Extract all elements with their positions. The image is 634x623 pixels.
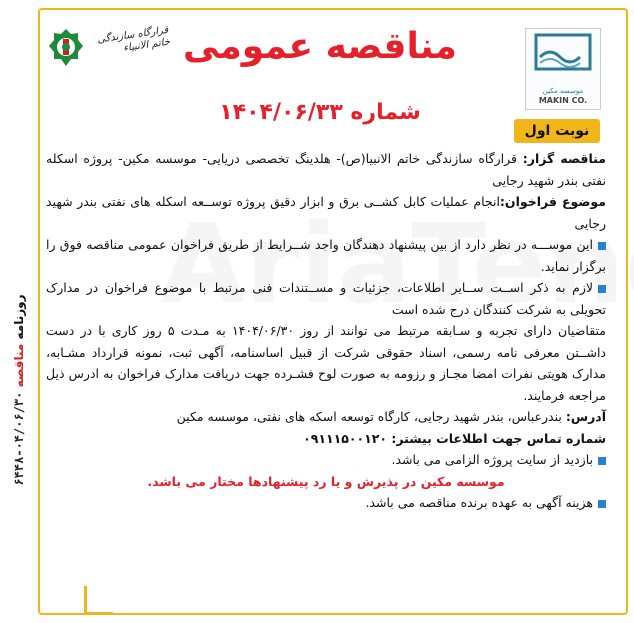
subject-text: انجام عملیات کابل کشــی برق و ابزار دقیق پروژه توســعه اسکله های نفتی بندر شهید رجایی	[46, 194, 606, 231]
bullet-icon	[598, 285, 606, 293]
contact-paragraph	[46, 428, 606, 450]
side-caption	[4, 240, 34, 540]
contact-label: شماره تماس جهت اطلاعات بیشتر:	[391, 430, 606, 446]
address-text: بندرعباس، بندر شهید رجایی، کارگاه توسعه اسکه های نفتی، موسسه مکین	[176, 409, 566, 424]
fee-paragraph: هزینه آگهی به عهده برنده مناقصه می باشد.	[46, 492, 606, 514]
tenderer-label: مناقصه گزار:	[522, 151, 606, 166]
documents-paragraph: لازم به ذکر اســت ســایر اطلاعات، جزئیات و مســتندات فنی مرتبط با موضوع فراخوان در مدارک تحویلی به شرکت کنندگان درج شده است	[46, 280, 606, 317]
side-code: ۰۴/۰۶/۳۰-۶۴۴۸	[12, 391, 26, 486]
frame-corner-decoration	[84, 586, 113, 615]
rights-notice: موسسه مکین در پذیرش و یا رد پیشنهادها مختار می باشد.	[147, 473, 505, 489]
address-paragraph	[46, 406, 606, 428]
tenderer-text: قرارگاه سازندگی خاتم الانبیا(ص)- هلدینگ تخصصی دریایی- موسسه مکین- پروژه اسکله نفتی بندر شهید رجایی	[46, 151, 606, 188]
emblem-text: قرارگاه سازندگی خاتم الانبیاء	[96, 24, 171, 55]
subject-label: موضوع فراخوان:	[499, 194, 606, 209]
bullet-icon	[598, 500, 606, 508]
bullet-icon	[598, 457, 606, 465]
round-badge: نوبت اول	[514, 119, 600, 143]
emblem-logo	[48, 28, 84, 68]
ad-body	[46, 148, 606, 514]
makin-name: MAKIN CO.	[538, 96, 588, 105]
subject-paragraph	[46, 191, 606, 234]
makin-persian-name: موسسه مکین	[542, 87, 584, 95]
wave-icon	[526, 29, 600, 83]
bullet-icon	[598, 242, 606, 250]
makin-logo	[525, 28, 601, 110]
tender-number: شماره ۱۴۰۴/۰۶/۳۳	[219, 100, 421, 125]
contact-phone: ۰۹۱۱۱۵۰۰۱۲۰	[303, 430, 392, 446]
visit-paragraph: بازدید از سایت پروژه الزامی می باشد.	[46, 449, 606, 471]
side-brand: مناقصه	[12, 343, 26, 388]
page-title: مناقصه عمومی	[183, 26, 457, 67]
side-newspaper: روزنامه	[12, 294, 26, 340]
intent-paragraph: این موســـه در نظر دارد از بین پیشنهاد دهندگان واجد شــرایط از طریق فراخوان عمومی مناقصه فوق را برگزار نماید.	[46, 237, 606, 274]
address-label: آدرس:	[565, 409, 606, 424]
applicants-paragraph: متقاضیان دارای تجربه و سـابقه مرتبط می توانند از روز ۱۴۰۴/۰۶/۳۰ به مـدت ۵ روز کاری با در دست داشــتن معرفی نامه رسمی، اسناد حقوقی شرکت از قبیل اساسنامه، آگهی ثبت، نمونه قرارداد مشـابه، مدارک هویتی نفرات امضا مجـاز و رزومه به صورت لوح فشـرده جهت دریافت مدارک فراخوان به ادرس ذیل مراجعه فرمایند.	[46, 323, 606, 403]
tenderer-paragraph	[46, 148, 606, 191]
